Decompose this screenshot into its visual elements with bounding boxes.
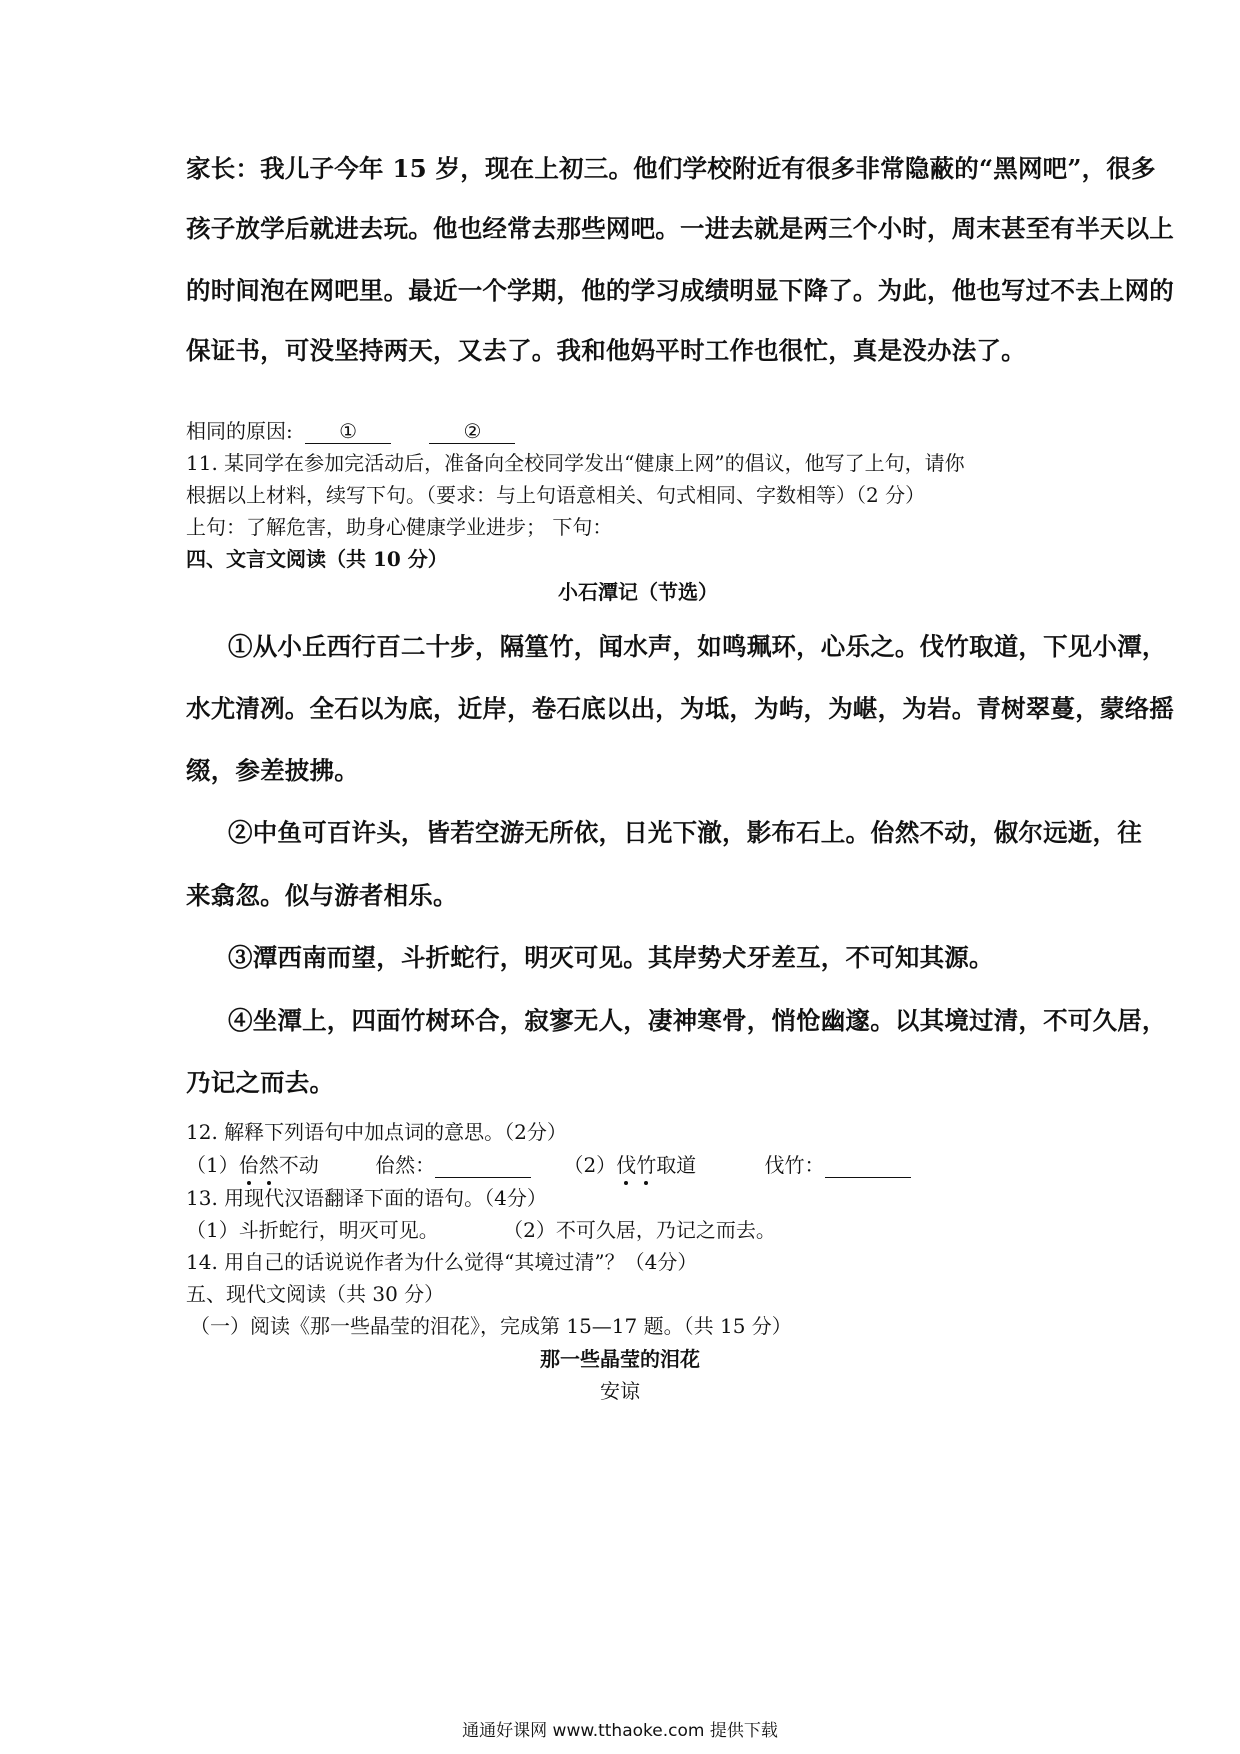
q12-item-2-rest: 取道: [656, 1153, 697, 1177]
dotted-char: 伐: [616, 1149, 636, 1178]
classical-title: 小石潭记（节选）: [558, 580, 718, 604]
classical-para-2-line-2: 来翕忽。似与游者相乐。: [186, 881, 458, 910]
q11-line-2: 根据以上材料，续写下句。（要求：与上句语意相关、句式相同、字数相等）（2 分）: [186, 483, 926, 507]
q12-item-2-number: （2）: [563, 1153, 617, 1177]
classical-para-4-line-1: ④坐潭上，四面竹树环合，寂寥无人，凄神寒骨，悄怆幽邃。以其境过清，不可久居，: [228, 1006, 1167, 1035]
q13-items: [186, 1214, 776, 1243]
q12-stem: 12. 解释下列语句中加点词的意思。（2分）: [186, 1120, 567, 1144]
classical-para-2-line-1: ②中鱼可百许头，皆若空游无所依，日光下澈，影布石上。佁然不动，俶尔远逝，往: [228, 818, 1142, 847]
section-4-heading: 四、文言文阅读（共 10 分）: [186, 547, 448, 571]
dotted-char: 佁: [239, 1149, 259, 1178]
q14-stem: 14. 用自己的话说说作者为什么觉得“其境过清”？（4分）: [186, 1250, 698, 1274]
classical-para-1-line-1: ①从小丘西行百二十步，隔篁竹，闻水声，如鸣珮环，心乐之。伐竹取道，下见小潭，: [228, 632, 1167, 661]
passage-line-1: 家长：我儿子今年 15 岁，现在上初三。他们学校附近有很多非常隐蔽的“黑网吧”，很多: [186, 154, 1156, 183]
modern-author: 安谅: [600, 1379, 640, 1403]
q12-item-2-label: 伐竹：: [764, 1153, 825, 1177]
classical-para-3: ③潭西南而望，斗折蛇行，明灭可见。其岸势犬牙差互，不可知其源。: [228, 943, 994, 972]
q12-item-1-label: 佁然：: [375, 1153, 436, 1177]
q13-item-2: （2）不可久居，乃记之而去。: [503, 1218, 776, 1242]
classical-para-1-line-2: 水尤清冽。全石以为底，近岸，卷石底以出，为坻，为屿，为嵁，为岩。青树翠蔓，蒙络摇: [186, 694, 1174, 723]
footer-download-note: 通通好课网 www.tthaoke.com 提供下载: [462, 1721, 778, 1741]
passage-line-3: 的时间泡在网吧里。最近一个学期，他的学习成绩明显下降了。为此，他也写过不去上网的: [186, 276, 1174, 305]
dotted-char: 然: [259, 1149, 279, 1178]
section-5-heading: 五、现代文阅读（共 30 分）: [186, 1282, 445, 1306]
classical-para-1-line-3: 缀，参差披拂。: [186, 756, 359, 785]
passage-line-2: 孩子放学后就进去玩。他也经常去那些网吧。一进去就是两三个小时，周末甚至有半天以上: [186, 214, 1174, 243]
q11-line-1: 11. 某同学在参加完活动后，准备向全校同学发出“健康上网”的倡议，他写了上句，请你: [186, 451, 965, 475]
answer-blank-1[interactable]: ①: [305, 419, 391, 444]
answer-blank-2[interactable]: ②: [429, 419, 515, 444]
modern-title: 那一些晶莹的泪花: [540, 1347, 700, 1371]
q13-item-1: （1）斗折蛇行，明灭可见。: [186, 1218, 439, 1242]
q12-answer-blank-2[interactable]: [825, 1153, 911, 1178]
q12-item-1-rest: 不动: [278, 1153, 319, 1177]
q11-line-3: 上句：了解危害，助身心健康学业进步； 下句：: [186, 515, 613, 539]
q12-answer-blank-1[interactable]: [435, 1153, 531, 1178]
q12-items: [186, 1149, 911, 1178]
same-reason-label: 相同的原因:: [186, 419, 293, 443]
dotted-char: 竹: [636, 1149, 656, 1178]
q13-stem: 13. 用现代汉语翻译下面的语句。（4分）: [186, 1186, 547, 1210]
sub-section-1-heading: （一）阅读《那一些晶莹的泪花》，完成第 15—17 题。（共 15 分）: [190, 1314, 792, 1338]
same-reason-row: [186, 415, 515, 444]
passage-line-4: 保证书，可没坚持两天，又去了。我和他妈平时工作也很忙，真是没办法了。: [186, 336, 1026, 365]
classical-para-4-line-2: 乃记之而去。: [186, 1068, 335, 1097]
q12-item-1-number: （1）: [186, 1153, 239, 1177]
